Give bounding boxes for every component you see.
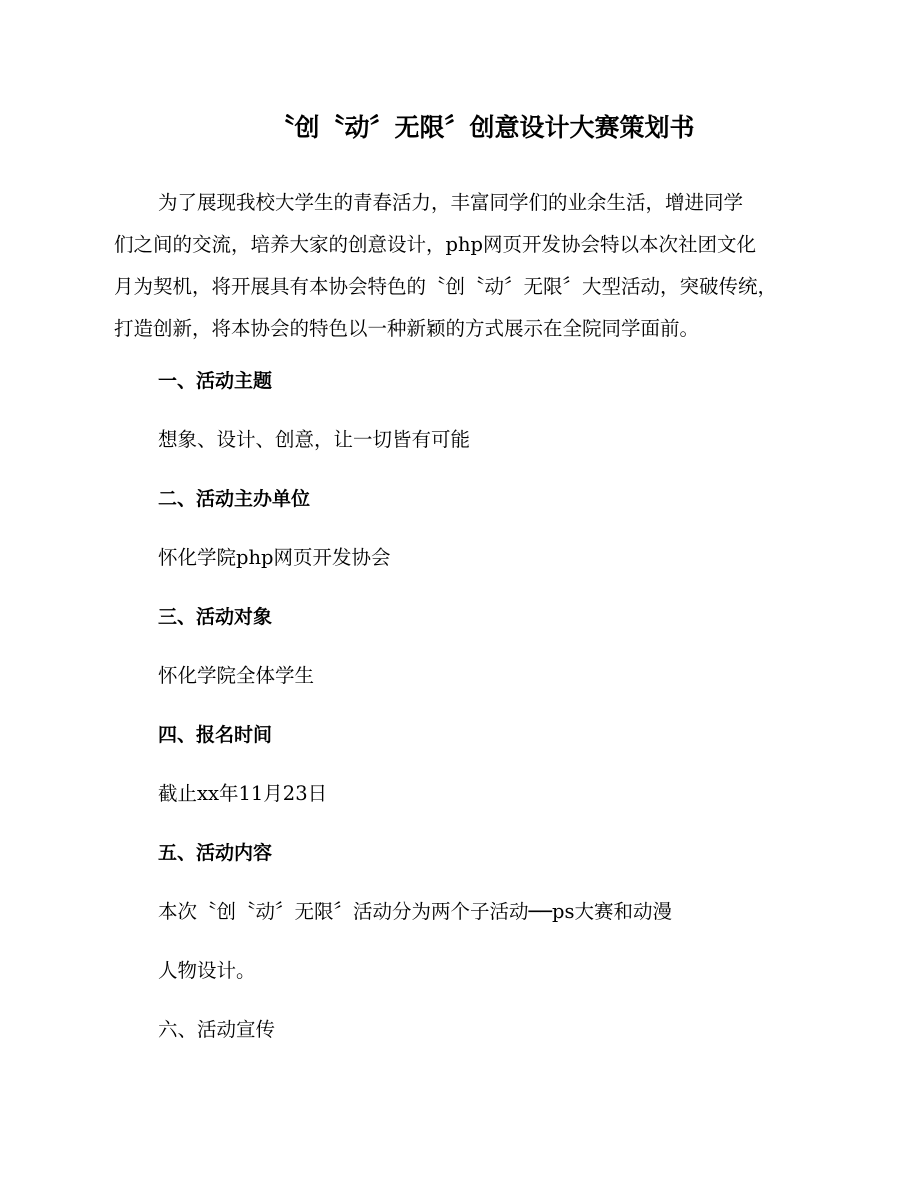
intro-line: 为了展现我校大学生的青春活力，丰富同学们的业余生活，增进同学	[158, 191, 744, 214]
intro-line: 月为契机，将开展具有本协会特色的〝创〝动〞无限〞大型活动，突破传统，	[114, 275, 778, 298]
intro-line: 打造创新，将本协会的特色以一种新颖的方式展示在全院同学面前。	[114, 317, 700, 340]
section-heading-publicity: 六、活动宣传	[158, 1018, 276, 1041]
section-heading-registration: 四、报名时间	[158, 724, 273, 746]
section-body-audience: 怀化学院全体学生	[158, 664, 315, 687]
intro-line: 们之间的交流，培养大家的创意设计，php网页开发协会特以本次社团文化	[114, 233, 757, 256]
section-heading-theme: 一、活动主题	[158, 370, 273, 392]
section-body-content-line: 人物设计。	[158, 959, 256, 982]
section-body-registration: 截止xx年11月23日	[158, 782, 328, 805]
section-body-organizer: 怀化学院php网页开发协会	[158, 546, 391, 569]
section-heading-organizer: 二、活动主办单位	[158, 488, 311, 510]
section-heading-content: 五、活动内容	[158, 842, 273, 864]
section-body-content-line: 本次〝创〝动〞无限〞活动分为两个子活动──ps大赛和动漫	[158, 900, 672, 923]
intro-paragraph	[114, 182, 814, 350]
section-heading-audience: 三、活动对象	[158, 606, 273, 628]
document-title: 〝创〝动〞无限〞创意设计大赛策划书	[269, 113, 695, 142]
section-body-theme: 想象、设计、创意，让一切皆有可能	[158, 428, 471, 451]
